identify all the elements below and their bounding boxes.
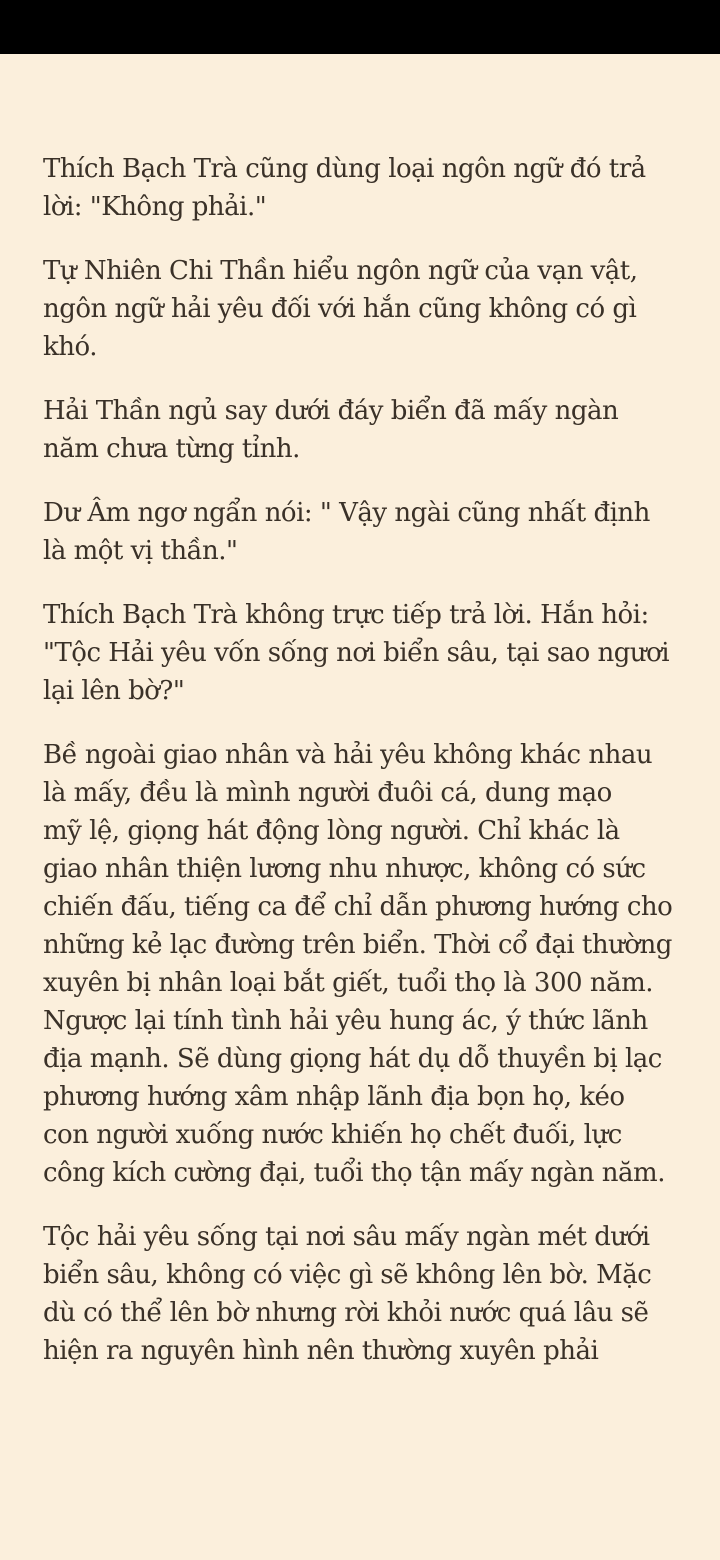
status-bar [0,0,720,54]
paragraph: Tự Nhiên Chi Thần hiểu ngôn ngữ của vạn vật, ngôn ngữ hải yêu đối với hắn cũng không có gì khó. [43,256,638,362]
paragraph: Hải Thần ngủ say dưới đáy biển đã mấy ngàn năm chưa từng tỉnh. [43,396,619,464]
paragraph: Thích Bạch Trà cũng dùng loại ngôn ngữ đó trả lời: "Không phải." [43,154,646,222]
paragraph: Tộc hải yêu sống tại nơi sâu mấy ngàn mét dưới biển sâu, không có việc gì sẽ không lên bờ. Mặc dù có thể lên bờ nhưng rời khỏi nước quá lâu sẽ hiện ra nguyên hình nên thường xuyên phải [43,1222,652,1366]
paragraph: Bề ngoài giao nhân và hải yêu không khác nhau là mấy, đều là mình người đuôi cá, dung mạo mỹ lệ, giọng hát động lòng người. Chỉ khác là giao nhân thiện lương nhu nhược, không có sức chiến đấu, tiếng ca để chỉ dẫn phương hướng cho những kẻ lạc đường trên biển. Thời cổ đại thường xuyên bị nhân loại bắt giết, tuổi thọ là 300 năm. Ngược lại tính tình hải yêu hung ác, ý thức lãnh địa mạnh. Sẽ dùng giọng hát dụ dỗ thuyền bị lạc phương hướng xâm nhập lãnh địa bọn họ, kéo con người xuống nước khiến họ chết đuối, lực công kích cường đại, tuổi thọ tận mấy ngàn năm. [43,740,673,1188]
paragraph: Dư Âm ngơ ngẩn nói: " Vậy ngài cũng nhất định là một vị thần." [43,498,650,566]
chapter-text [43,150,683,1396]
reader-page[interactable] [0,54,720,1560]
paragraph: Thích Bạch Trà không trực tiếp trả lời. Hắn hỏi: "Tộc Hải yêu vốn sống nơi biển sâu, tại sao ngươi lại lên bờ?" [43,600,670,706]
